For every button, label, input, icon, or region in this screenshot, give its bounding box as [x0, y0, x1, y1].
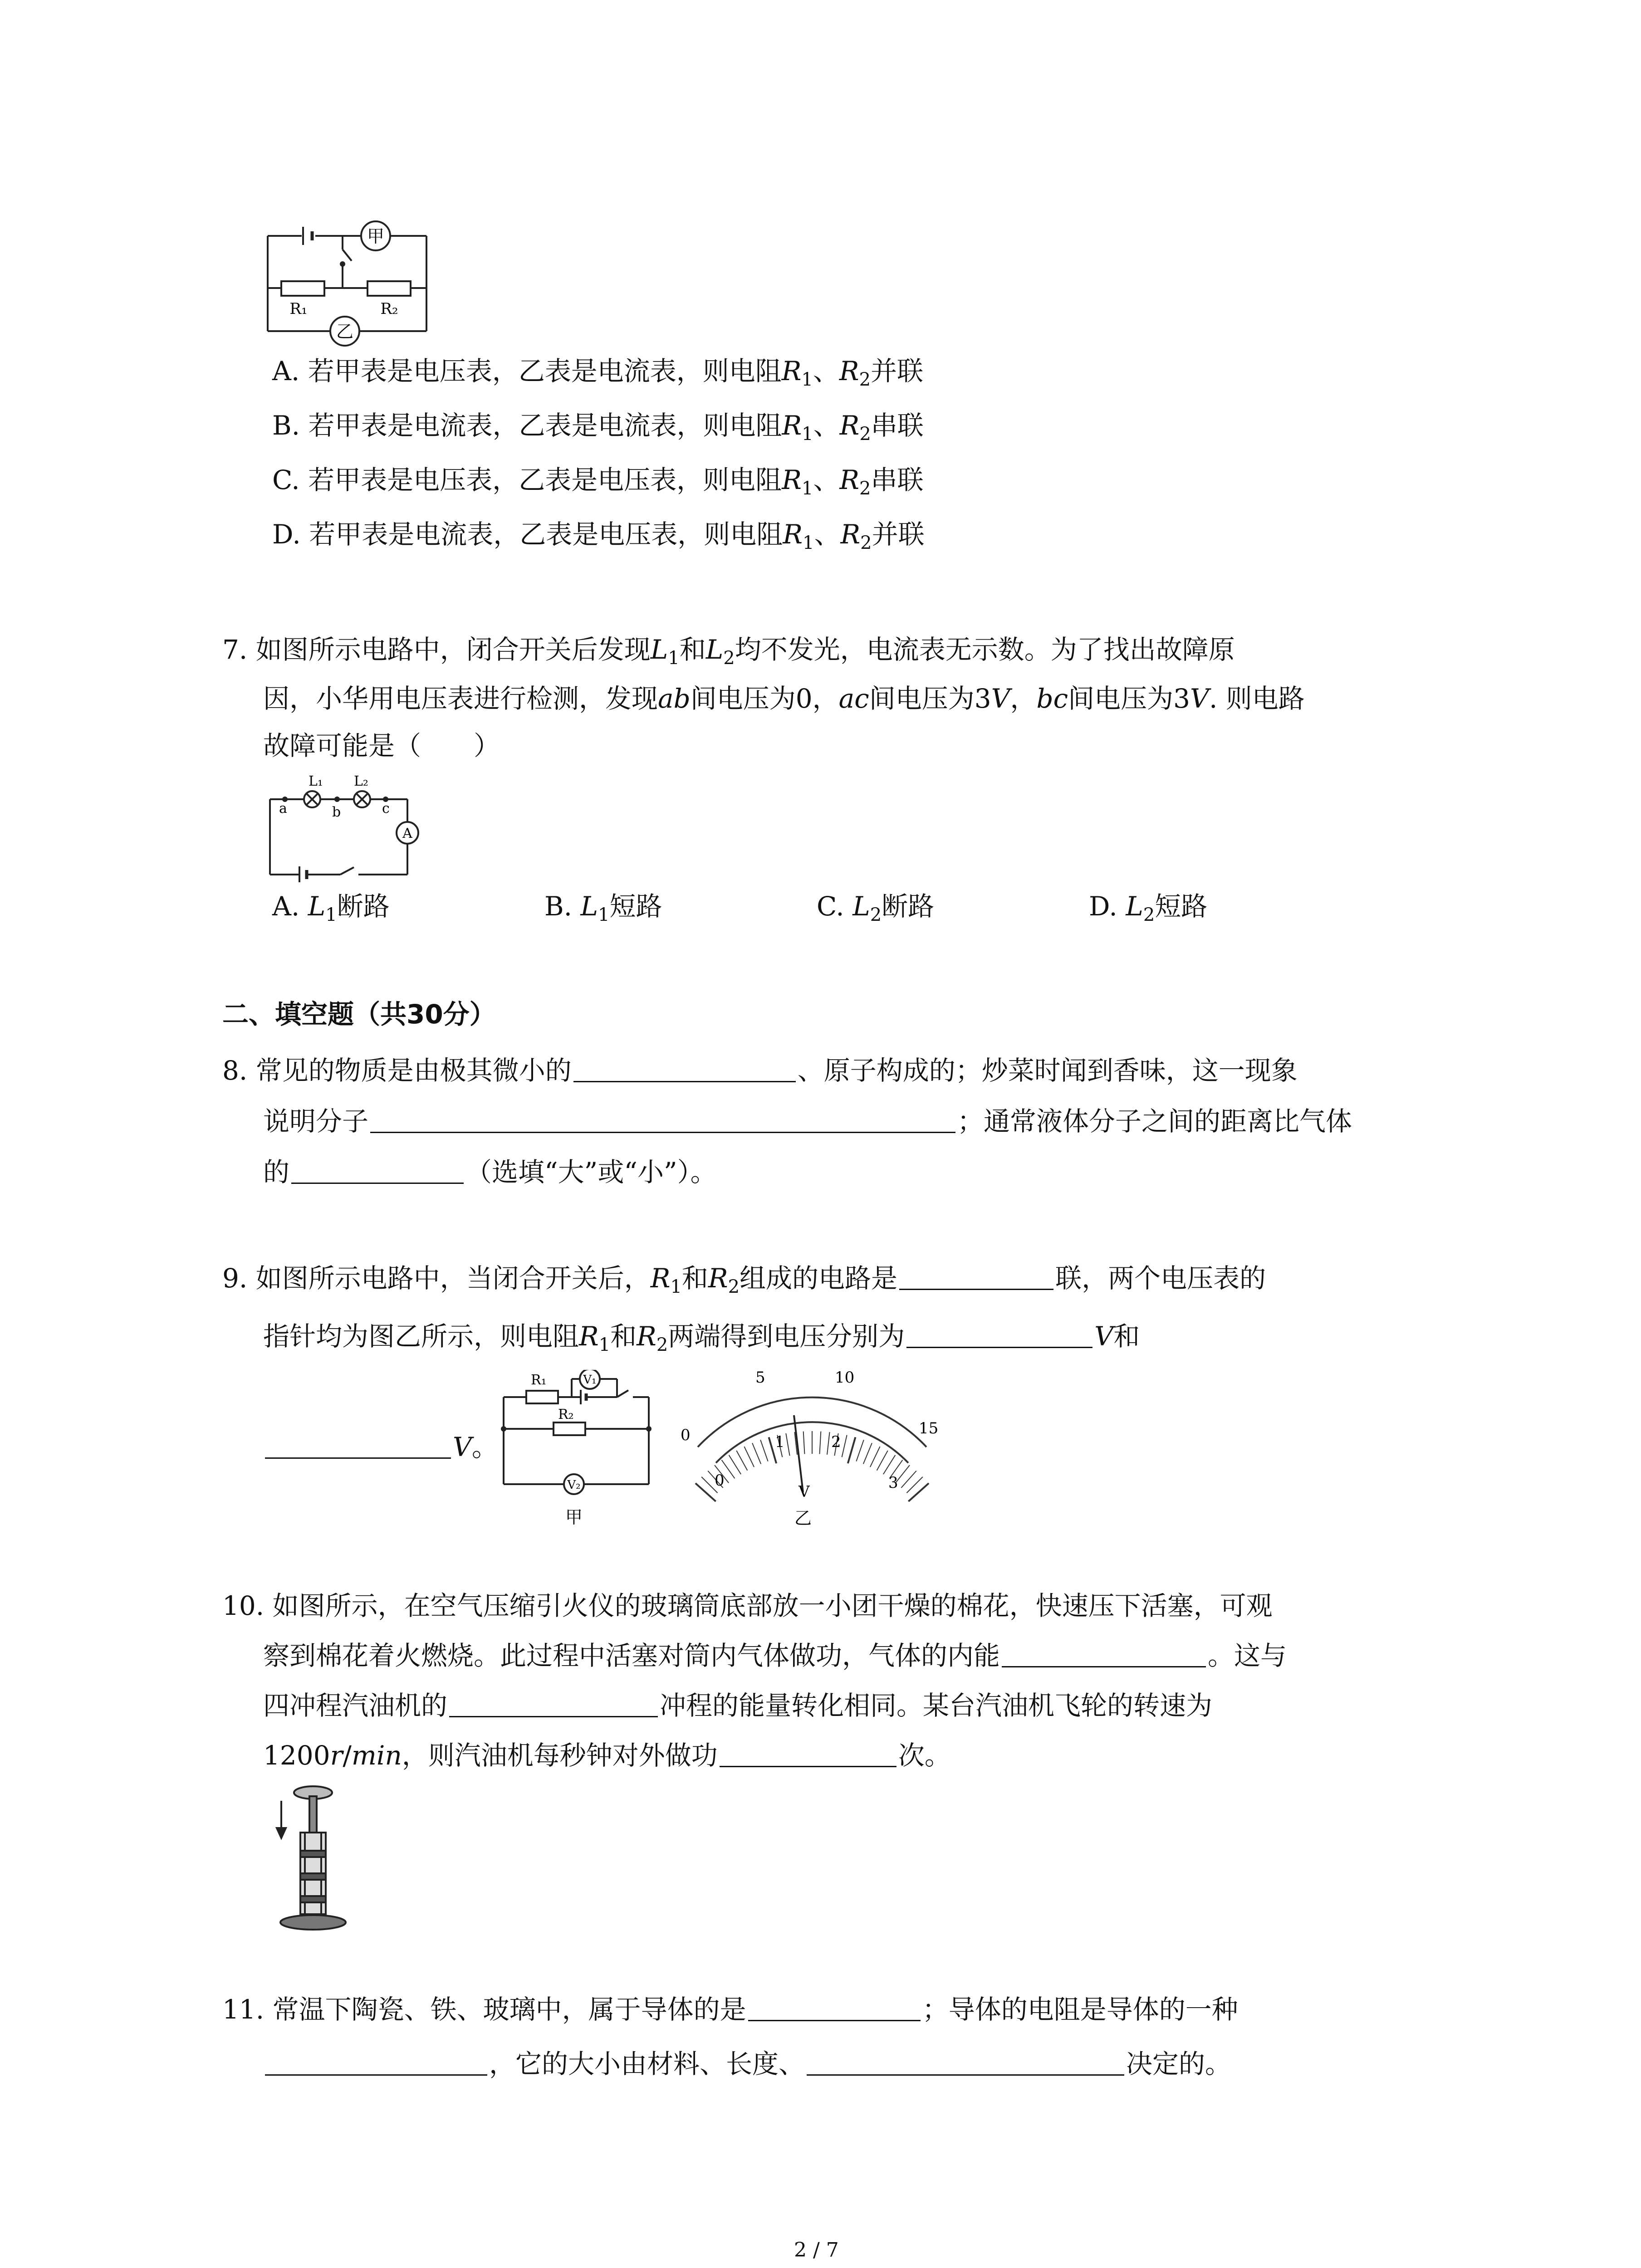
q6-meter-a-label: 甲 — [367, 226, 385, 246]
q10-line4: 1200r/min，则汽油机每秒钟对外做功 次。 — [263, 1737, 951, 1774]
q7-node-c-label: c — [382, 801, 390, 816]
q10-blank-2[interactable] — [449, 1689, 658, 1717]
dial-tick — [877, 1451, 888, 1471]
q9-dial-top-0: 0 — [681, 1426, 691, 1444]
q11-blank-1[interactable] — [748, 1993, 921, 2021]
q11-blank-3[interactable] — [807, 2047, 1124, 2076]
section-heading: 二、填空题（共30分） — [222, 999, 496, 1030]
q11-line1: 11. 常温下陶瓷、铁、玻璃中，属于导体的是 ；导体的电阻是导体的一种 — [222, 1991, 1238, 2028]
dial-tick — [744, 1447, 754, 1467]
q6-r1-label: R₁ — [289, 300, 308, 318]
q9-dial-top-15: 15 — [919, 1419, 939, 1437]
dial-tick — [883, 1455, 896, 1474]
q9-dial-bottom-0: 0 — [715, 1471, 725, 1490]
q9-dial-bottom-1: 1 — [775, 1433, 785, 1451]
dial-tick — [848, 1437, 856, 1463]
q9-line1: 9. 如图所示电路中，当闭合开关后，$R_1$和$R_2$组成的电路是 联，两个电压表的 — [222, 1260, 1266, 1296]
dial-tick — [827, 1432, 830, 1455]
q6-option-d: D. 若甲表是电流表，乙表是电压表，则电阻$R_1$、$R_2$并联 — [272, 519, 925, 553]
q6-meter-b-label: 乙 — [336, 322, 354, 342]
q7-stem-line3: 故障可能是（ ） — [263, 730, 500, 761]
q10-compression-igniter-figure — [272, 1783, 358, 1937]
q7-stem-line1: 7. 如图所示电路中，闭合开关后发现$L_1$和$L_2$均不发光，电流表无示数。为了找出故障原 — [222, 634, 1235, 669]
q9-v2-label: V₂ — [567, 1478, 581, 1492]
q9-voltmeter-dial — [671, 1361, 962, 1533]
q9-circuit-diagram — [499, 1370, 662, 1533]
q10-line3: 四冲程汽油机的 冲程的能量转化相同。某台汽油机飞轮的转速为 — [263, 1687, 1212, 1724]
dial-tick — [760, 1440, 768, 1461]
q9-blank-3[interactable] — [265, 1430, 451, 1459]
q11-line2: ，它的大小由材料、长度、 决定的。 — [263, 2046, 1231, 2082]
q9-v1-label: V₁ — [583, 1373, 597, 1387]
dial-tick — [908, 1483, 929, 1501]
dial-tick — [696, 1483, 716, 1501]
q9-r2-label: R₂ — [558, 1407, 574, 1422]
q7-circuit-diagram — [263, 771, 426, 882]
dial-tick — [842, 1435, 847, 1457]
q7-option-b: B. $L_1$短路 — [544, 891, 662, 925]
q9-r1-label: R₁ — [531, 1372, 547, 1388]
q9-figure-a-caption: 甲 — [565, 1507, 583, 1527]
dial-tick — [786, 1433, 789, 1456]
q6-option-b: B. 若甲表是电流表，乙表是电流表，则电阻$R_1$、$R_2$串联 — [272, 410, 924, 445]
q8-blank-2[interactable] — [370, 1105, 955, 1133]
page-number: 2 / 7 — [794, 2239, 839, 2262]
q7-l2-label: L₂ — [354, 773, 368, 789]
dial-tick — [863, 1443, 872, 1464]
q7-node-b-label: b — [332, 804, 341, 820]
q8-blank-1[interactable] — [573, 1054, 796, 1082]
dial-tick — [729, 1455, 741, 1474]
q9-line2: 指针均为图乙所示，则电阻$R_1$和$R_2$两端得到电压分别为 V和 — [263, 1318, 1140, 1354]
q7-option-a: A. $L_1$断路 — [272, 891, 390, 925]
q8-line3: 的 （选填“大”或“小”）。 — [263, 1154, 717, 1190]
q6-r2-label: R₂ — [380, 300, 398, 318]
dial-tick — [820, 1432, 821, 1454]
q7-ammeter-label: A — [402, 826, 412, 841]
q9-dial-top-10: 10 — [835, 1369, 855, 1387]
q10-line1: 10. 如图所示，在空气压缩引火仪的玻璃筒底部放一小团干燥的棉花，快速压下活塞，可观 — [222, 1590, 1273, 1621]
q10-blank-1[interactable] — [1002, 1639, 1206, 1667]
dial-tick — [870, 1447, 880, 1467]
q7-stem-line2: 因，小华用电压表进行检测，发现ab间电压为0，ac间电压为3V，bc间电压为3V. 则电路 — [263, 683, 1305, 714]
q10-blank-3[interactable] — [720, 1739, 896, 1767]
q7-option-d: D. $L_2$短路 — [1089, 891, 1208, 925]
dial-tick — [803, 1432, 805, 1454]
q6-option-c: C. 若甲表是电压表，乙表是电压表，则电阻$R_1$、$R_2$串联 — [272, 464, 924, 499]
q9-dial-unit: V — [798, 1483, 810, 1501]
q7-l1-label: L₁ — [309, 773, 323, 789]
q10-line2: 察到棉花着火燃烧。此过程中活塞对筒内气体做功，气体的内能 。这与 — [263, 1637, 1287, 1674]
q9-dial-bottom-2: 2 — [831, 1433, 841, 1451]
q6-circuit-diagram — [263, 213, 440, 354]
q6-option-a: A. 若甲表是电压表，乙表是电流表，则电阻$R_1$、$R_2$并联 — [272, 356, 924, 390]
q9-dial-bottom-3: 3 — [888, 1474, 898, 1492]
q8-blank-3[interactable] — [291, 1155, 464, 1184]
q9-figure-b-caption: 乙 — [794, 1508, 812, 1528]
q11-blank-2[interactable] — [265, 2047, 487, 2076]
q9-line3: V。 — [263, 1429, 498, 1465]
q9-blank-1[interactable] — [899, 1261, 1053, 1290]
q9-blank-2[interactable] — [906, 1320, 1092, 1348]
dial-tick — [752, 1443, 761, 1464]
q7-node-a-label: a — [279, 801, 287, 816]
q9-dial-needle — [794, 1415, 803, 1492]
q8-line1: 8. 常见的物质是由极其微小的 、原子构成的；炒菜时闻到香味，这一现象 — [222, 1052, 1298, 1089]
dial-tick — [736, 1451, 747, 1471]
q7-option-c: C. $L_2$断路 — [817, 891, 935, 925]
q8-line2: 说明分子 ；通常液体分子之间的距离比气体 — [263, 1103, 1352, 1139]
dial-tick — [856, 1440, 864, 1461]
q9-dial-top-5: 5 — [755, 1369, 765, 1387]
